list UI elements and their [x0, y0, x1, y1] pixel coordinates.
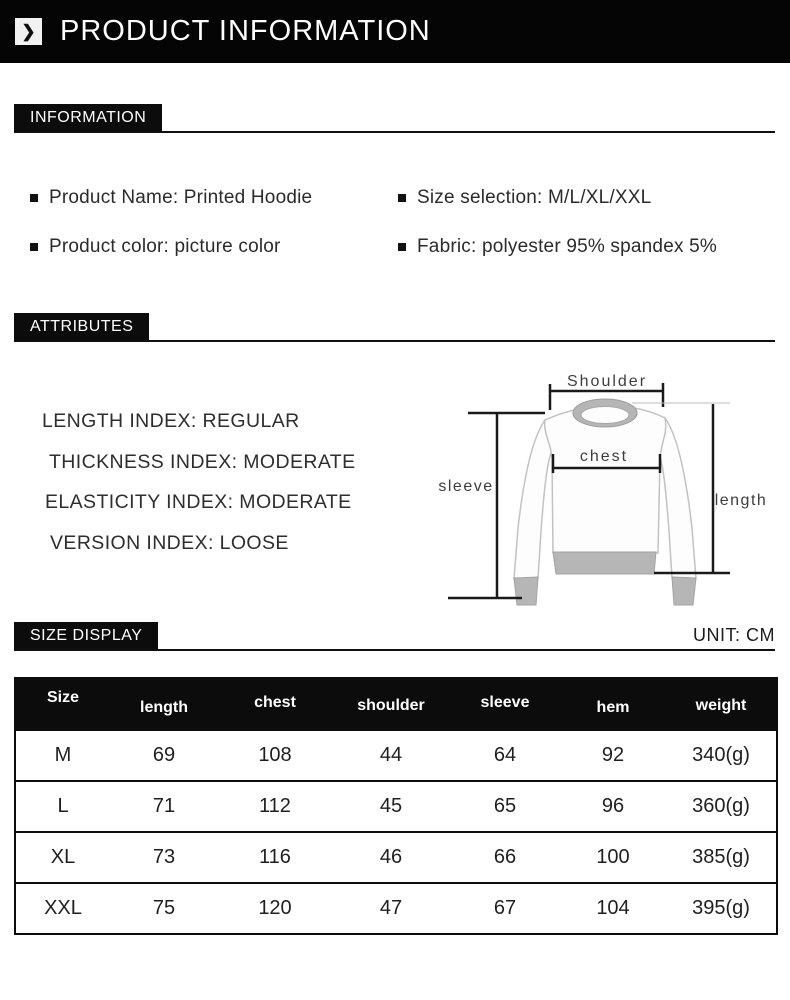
table-cell: XL [15, 832, 110, 883]
length-label: length [714, 492, 768, 509]
table-column-header: weight [666, 678, 777, 730]
unit-label: UNIT: CM [693, 625, 775, 645]
table-cell: L [15, 781, 110, 832]
info-item-text: Size selection: M/L/XL/XXL [417, 186, 652, 208]
right-cuff [672, 577, 696, 605]
size-table-header [15, 678, 777, 730]
table-cell: 44 [332, 730, 450, 781]
attribute-item: ELASTICITY INDEX: MODERATE [45, 491, 352, 513]
bullet-square-icon [398, 243, 406, 251]
left-sleeve-shape [514, 420, 552, 579]
table-cell: 64 [450, 730, 560, 781]
table-column-header: shoulder [332, 678, 450, 730]
table-cell: 100 [560, 832, 666, 883]
shoulder-label: Shoulder [566, 373, 648, 390]
garment-measurement-diagram [432, 363, 790, 613]
information-section-label: INFORMATION [14, 104, 162, 131]
table-cell: 73 [110, 832, 218, 883]
info-item [398, 232, 778, 261]
table-cell: XXL [15, 883, 110, 934]
table-cell: 71 [110, 781, 218, 832]
attributes-section-label: ATTRIBUTES [14, 313, 149, 340]
page-header [0, 0, 790, 63]
attribute-item: VERSION INDEX: LOOSE [50, 531, 289, 554]
table-cell: M [15, 730, 110, 781]
bullet-square-icon [398, 194, 406, 202]
hem-band [553, 552, 656, 574]
table-cell: 112 [218, 781, 332, 832]
table-cell: 340(g) [666, 730, 777, 781]
table-column-header: chest [218, 678, 332, 730]
page-title: PRODUCT INFORMATION [60, 15, 431, 47]
table-cell: 47 [332, 883, 450, 934]
body-shape [545, 406, 666, 553]
attributes-list [42, 401, 356, 563]
chevron-right-icon: ❯ [15, 18, 42, 45]
table-cell: 65 [450, 781, 560, 832]
table-row [15, 781, 777, 832]
bullet-square-icon [30, 243, 38, 251]
info-item-text: Product color: picture color [49, 235, 281, 257]
table-cell: 75 [110, 883, 218, 934]
table-cell: 66 [450, 832, 560, 883]
table-cell: 92 [560, 730, 666, 781]
info-list [30, 183, 778, 261]
attribute-item: THICKNESS INDEX: MODERATE [49, 450, 356, 473]
info-item-text: Fabric: polyester 95% spandex 5% [417, 235, 717, 257]
table-column-header: hem [560, 678, 666, 730]
table-cell: 116 [218, 832, 332, 883]
table-cell: 96 [560, 781, 666, 832]
table-column-header: length [110, 678, 218, 730]
attributes-section-bar [14, 313, 775, 342]
chest-label: chest [579, 448, 629, 465]
sleeve-label: sleeve [438, 478, 494, 495]
table-cell: 385(g) [666, 832, 777, 883]
left-cuff [514, 577, 538, 605]
table-cell: 108 [218, 730, 332, 781]
table-column-header: Size [15, 678, 110, 730]
info-item [398, 183, 778, 212]
size-table-body [15, 730, 777, 934]
table-column-header: sleeve [450, 678, 560, 730]
table-cell: 67 [450, 883, 560, 934]
attribute-item: LENGTH INDEX: REGULAR [42, 410, 300, 432]
table-cell: 120 [218, 883, 332, 934]
info-item [30, 232, 398, 261]
table-cell: 360(g) [666, 781, 777, 832]
table-cell: 46 [332, 832, 450, 883]
size-display-section-bar [14, 622, 775, 651]
bullet-square-icon [30, 194, 38, 202]
table-cell: 395(g) [666, 883, 777, 934]
info-item [30, 183, 398, 212]
info-item-text: Product Name: Printed Hoodie [49, 186, 313, 208]
information-section-bar [14, 104, 775, 133]
table-cell: 104 [560, 883, 666, 934]
collar-inner [581, 407, 629, 424]
table-cell: 69 [110, 730, 218, 781]
table-cell: 45 [332, 781, 450, 832]
table-row [15, 832, 777, 883]
table-row [15, 883, 777, 934]
size-display-section-label: SIZE DISPLAY [14, 622, 158, 649]
table-row [15, 730, 777, 781]
size-table [14, 677, 778, 935]
